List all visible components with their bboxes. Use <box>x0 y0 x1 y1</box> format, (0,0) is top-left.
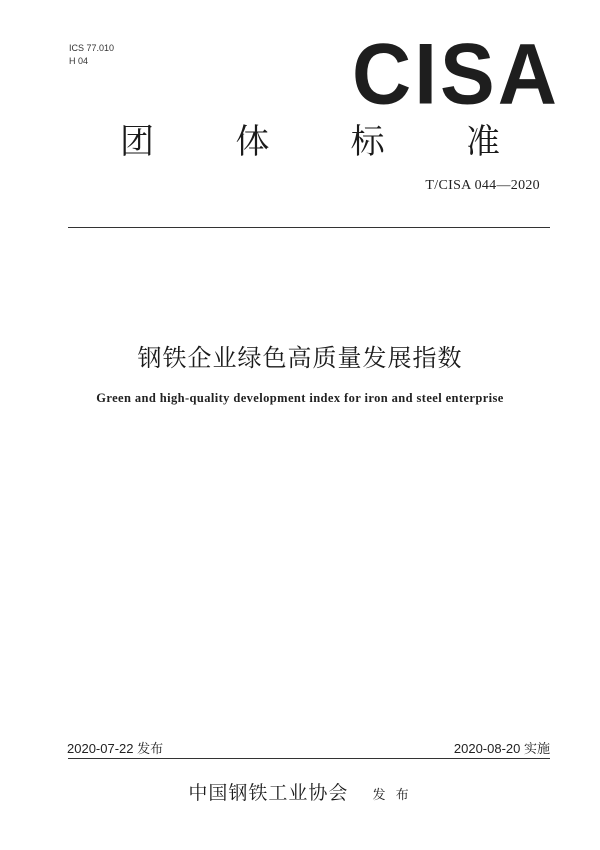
document-title-chinese: 钢铁企业绿色高质量发展指数 <box>137 344 463 372</box>
ics-code: ICS 77.010 <box>69 43 115 53</box>
standard-type-char: 团 <box>120 122 154 162</box>
document-title-english: Green and high-quality development index for iron and steel enterprise <box>96 391 504 405</box>
release-date: 2020-07-22 发布 <box>67 741 164 756</box>
header-divider <box>68 227 550 228</box>
ccs-code: H 04 <box>69 56 89 66</box>
standard-type-char: 准 <box>465 122 500 162</box>
standard-number: T/CISA 044—2020 <box>425 178 540 193</box>
implementation-date: 2020-08-20 实施 <box>453 741 550 756</box>
classification-codes <box>69 42 114 68</box>
issue-label: 发 布 <box>372 788 412 803</box>
issuer-organization: 中国钢铁工业协会 <box>188 782 349 804</box>
standard-type <box>120 122 500 162</box>
cisa-logo: CISA <box>352 26 560 123</box>
footer-divider <box>68 758 550 759</box>
standard-type-char: 标 <box>350 122 385 162</box>
issuer-line <box>0 778 600 805</box>
standard-type-char: 体 <box>235 122 270 162</box>
